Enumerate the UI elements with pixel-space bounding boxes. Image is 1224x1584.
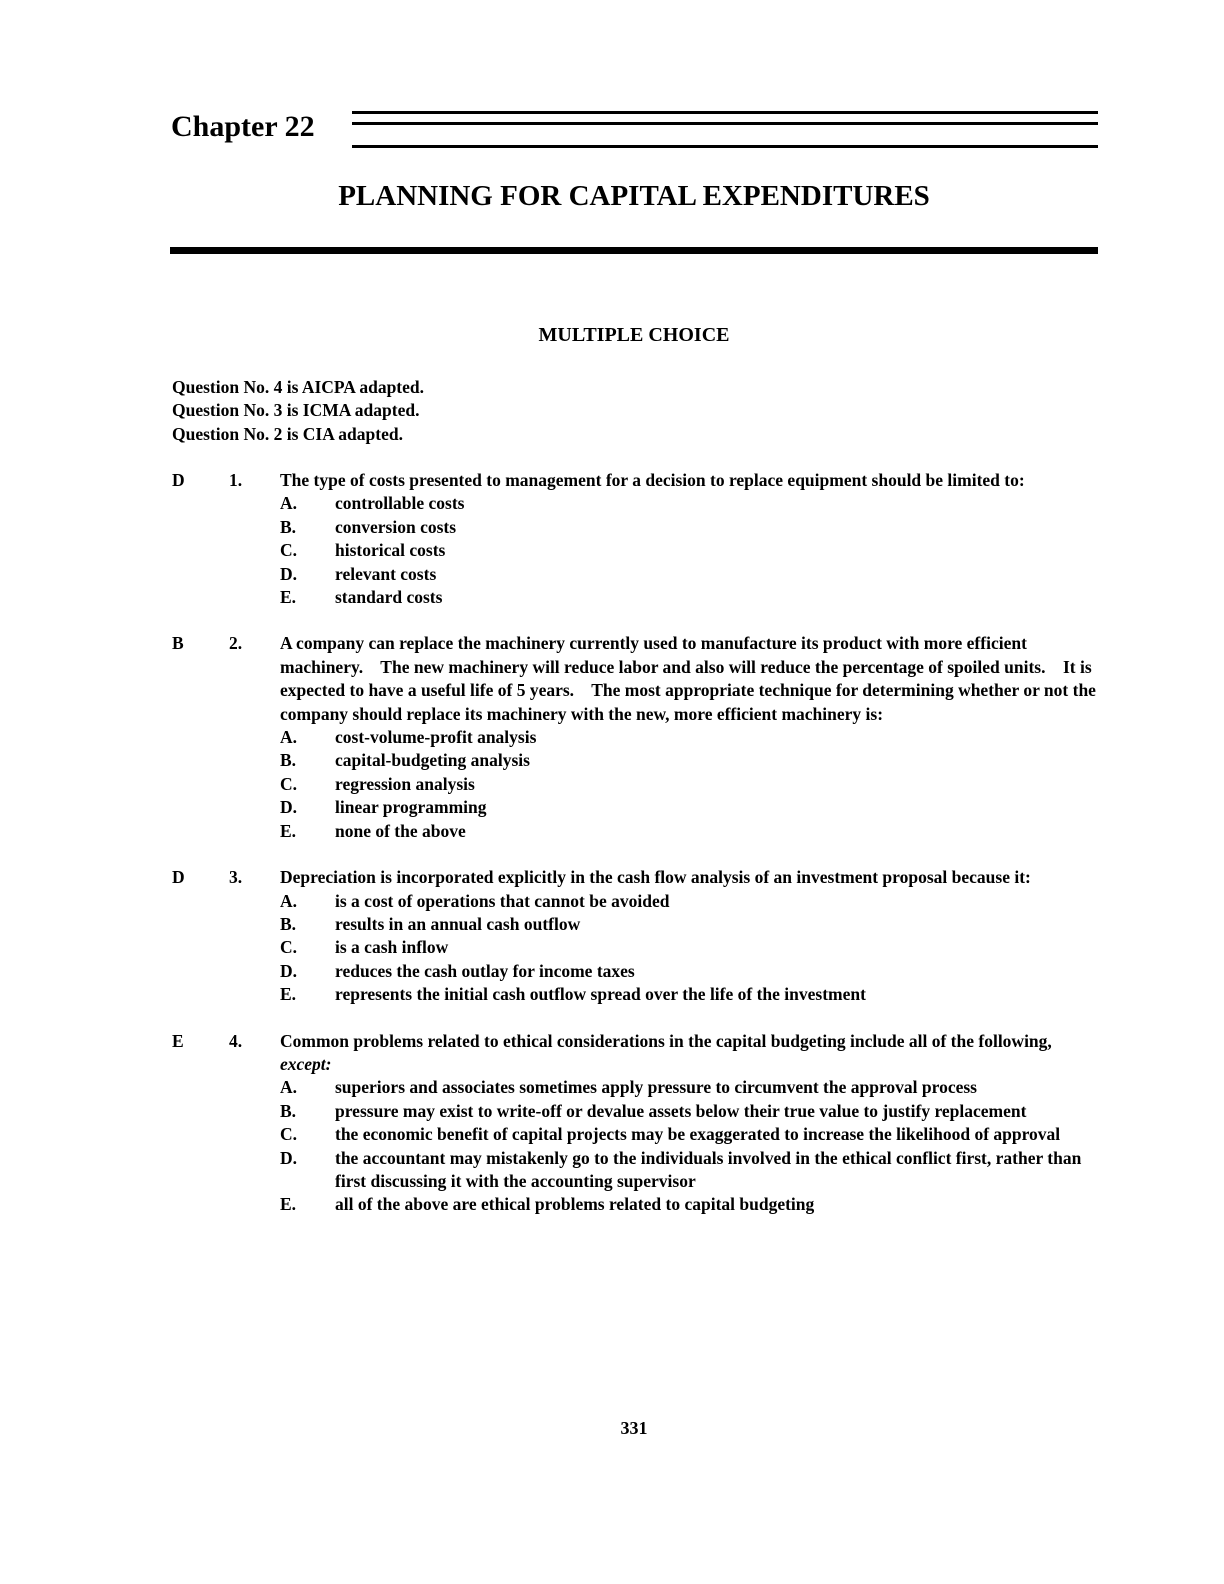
option-item — [280, 796, 1102, 819]
option-item — [280, 1076, 1102, 1099]
option-text: controllable costs — [335, 493, 465, 514]
option-text: all of the above are ethical problems related to capital budgeting — [335, 1194, 815, 1215]
option-item — [280, 820, 1102, 843]
option-text: results in an annual cash outflow — [335, 913, 581, 934]
option-letter: B. — [280, 913, 297, 934]
chapter-title: PLANNING FOR CAPITAL EXPENDITURES — [338, 180, 930, 212]
option-letter: E. — [280, 984, 297, 1005]
question-1 — [172, 469, 1102, 609]
option-letter: D. — [280, 797, 298, 818]
option-list — [280, 726, 1102, 843]
question-stem: Depreciation is incorporated explicitly in the cash flow analysis of an investment proposal because it: — [280, 867, 1031, 888]
option-text: standard costs — [335, 587, 443, 608]
source-notes — [172, 376, 424, 446]
answer-key: D — [172, 867, 185, 888]
header-rule-top — [352, 111, 1098, 114]
option-item — [280, 936, 1102, 959]
option-item — [280, 749, 1102, 772]
option-letter: D. — [280, 563, 298, 584]
answer-key: E — [172, 1030, 184, 1051]
option-item — [280, 492, 1102, 515]
source-note: Question No. 2 is CIA adapted. — [172, 423, 403, 444]
question-stem-emphasis: except: — [280, 1053, 332, 1074]
option-letter: C. — [280, 937, 298, 958]
question-number: 4. — [229, 1030, 243, 1051]
page-number: 331 — [620, 1418, 648, 1438]
title-underline-rule — [170, 247, 1098, 254]
option-text: regression analysis — [335, 773, 475, 794]
option-text: capital-budgeting analysis — [335, 750, 530, 771]
option-text: pressure may exist to write-off or devalue assets below their true value to justify replacement — [335, 1100, 1027, 1121]
source-note: Question No. 3 is ICMA adapted. — [172, 400, 420, 421]
question-3 — [172, 866, 1102, 1006]
chapter-label: Chapter 22 — [171, 110, 315, 143]
option-item — [280, 1193, 1102, 1216]
question-stem: The type of costs presented to management for a decision to replace equipment should be limited to: — [280, 470, 1025, 490]
option-letter: B. — [280, 1100, 297, 1121]
option-text: the accountant may mistakenly go to the individuals involved in the ethical conflict first, rather than first discussing it with the accounting supervisor — [335, 1147, 1082, 1191]
header-rule-middle — [352, 122, 1098, 125]
option-letter: E. — [280, 820, 297, 841]
option-item — [280, 890, 1102, 913]
option-letter: A. — [280, 493, 298, 514]
option-text: superiors and associates sometimes apply pressure to circumvent the approval process — [335, 1077, 977, 1098]
header-rule-bottom — [352, 145, 1098, 148]
option-text: historical costs — [335, 540, 446, 561]
question-stem — [280, 1030, 1102, 1077]
option-letter: C. — [280, 540, 298, 561]
option-item — [280, 773, 1102, 796]
option-letter: C. — [280, 1124, 298, 1145]
option-text: relevant costs — [335, 563, 437, 584]
question-2 — [172, 632, 1102, 843]
option-letter: C. — [280, 773, 298, 794]
answer-key: D — [172, 470, 185, 490]
question-list — [172, 469, 1102, 1240]
option-text: reduces the cash outlay for income taxes — [335, 960, 635, 981]
source-note: Question No. 4 is AICPA adapted. — [172, 377, 425, 397]
option-letter: B. — [280, 516, 297, 537]
option-item — [280, 1100, 1102, 1123]
option-item — [280, 1123, 1102, 1146]
option-list — [280, 492, 1102, 609]
option-text: represents the initial cash outflow spread over the life of the investment — [335, 984, 866, 1005]
question-number: 3. — [229, 867, 243, 888]
option-text: linear programming — [335, 797, 487, 818]
option-item — [280, 1147, 1102, 1194]
option-item — [280, 586, 1102, 609]
option-text: is a cash inflow — [335, 937, 449, 958]
question-stem: A company can replace the machinery currently used to manufacture its product with more efficient machinery. The new machinery will reduce labor and also will reduce the percentage of spoiled units. It is expected to have a useful life of 5 years. The most appropriate technique for determining whether or not the company should replace its machinery with the new, more efficient machinery is: — [280, 633, 1101, 724]
option-item — [280, 516, 1102, 539]
option-text: is a cost of operations that cannot be avoided — [335, 890, 670, 911]
option-item — [280, 726, 1102, 749]
question-4 — [172, 1030, 1102, 1217]
option-letter: D. — [280, 1147, 298, 1168]
option-item — [280, 563, 1102, 586]
option-letter: D. — [280, 960, 298, 981]
option-list — [280, 1076, 1102, 1216]
option-item — [280, 960, 1102, 983]
option-item — [280, 913, 1102, 936]
question-number: 1. — [229, 470, 243, 490]
option-letter: A. — [280, 1077, 298, 1098]
option-letter: E. — [280, 1194, 297, 1215]
section-heading: MULTIPLE CHOICE — [538, 324, 730, 346]
option-text: the economic benefit of capital projects may be exaggerated to increase the likelihood of approval — [335, 1124, 1061, 1145]
option-item — [280, 983, 1102, 1006]
option-letter: A. — [280, 727, 298, 748]
option-item — [280, 539, 1102, 562]
option-text: conversion costs — [335, 516, 457, 537]
option-list — [280, 890, 1102, 1007]
option-text: cost-volume-profit analysis — [335, 727, 537, 748]
option-letter: B. — [280, 750, 297, 771]
question-stem-text: Common problems related to ethical considerations in the capital budgeting include all of the following, — [280, 1030, 1052, 1051]
question-number: 2. — [229, 633, 243, 654]
option-text: none of the above — [335, 820, 466, 841]
answer-key: B — [172, 633, 184, 654]
option-letter: A. — [280, 890, 298, 911]
option-letter: E. — [280, 587, 297, 608]
